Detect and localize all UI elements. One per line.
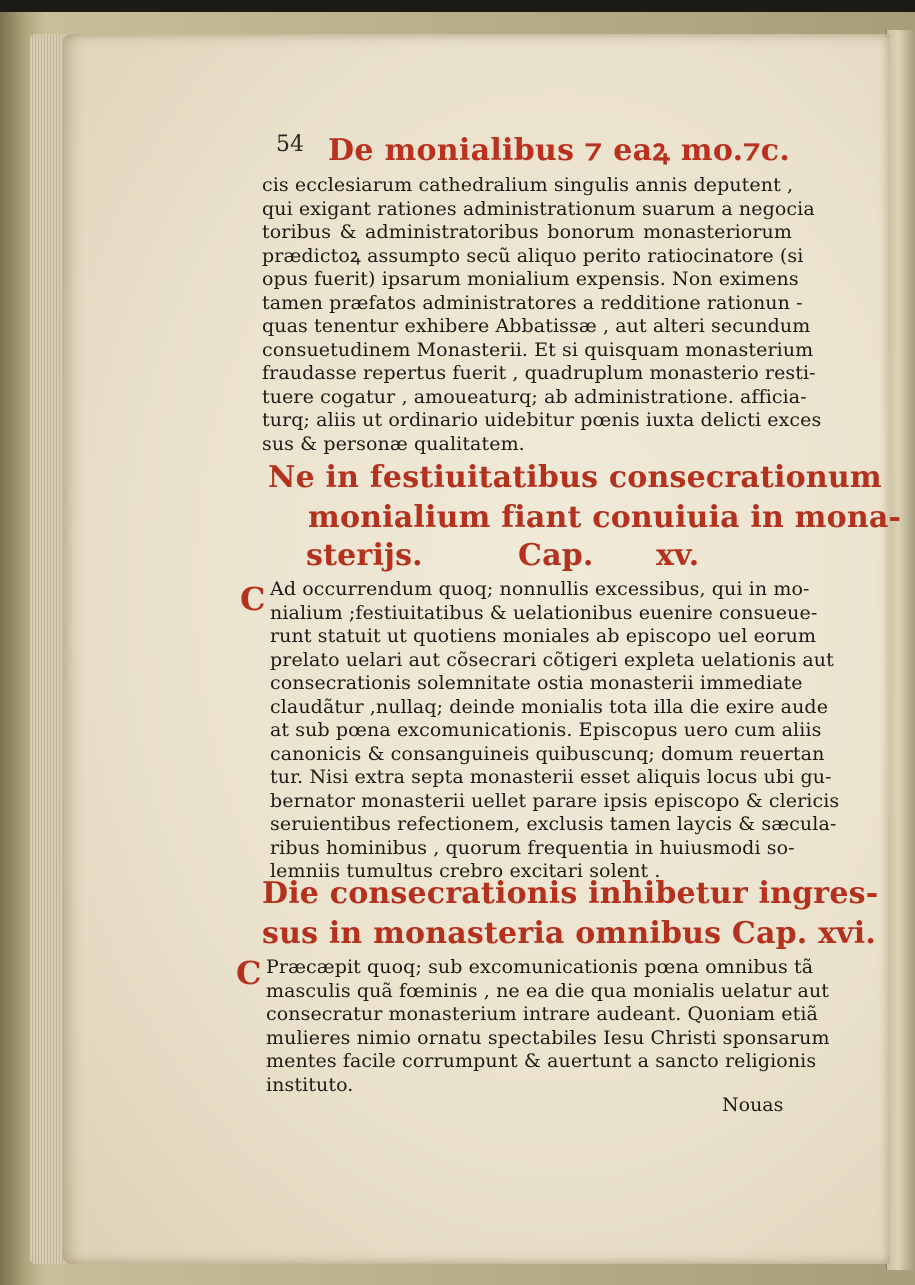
text-line: tuere cogatur , amoueaturq; ab administratione. afficia- <box>262 385 807 408</box>
text-line: sus & personæ qualitatem. <box>262 432 525 455</box>
chapter-label: Cap. <box>518 538 594 573</box>
text-line: cis ecclesiarum cathedralium singulis annis deputent , <box>262 174 794 196</box>
paragraph-block-1 <box>262 174 822 456</box>
paragraph-mark: C <box>236 954 262 992</box>
text-line: canonicis & consanguineis quibuscunq; domum reuertan <box>270 742 825 765</box>
text-line: prelato uelari aut cõsecrari cõtigeri expleta uelationis aut <box>270 648 834 671</box>
facing-page-edge <box>886 30 915 1270</box>
running-title: De monialibus ⁊ eaꝝ mo.⁊c. <box>328 133 791 168</box>
text-line: mentes facile corrumpunt & auertunt a sancto religionis <box>266 1050 817 1072</box>
text-line: Præcæpit quoq; sub excomunicationis pœna omnibus tã <box>266 956 814 978</box>
chapter-number: xv. <box>656 538 700 573</box>
catchword: Nouas <box>722 1094 784 1116</box>
chapter-heading-16-line-1: Die consecrationis inhibetur ingres- <box>262 876 879 911</box>
text-line: prædictoꝝ assumpto secũ aliquo perito ratiocinatore (si <box>262 244 804 267</box>
text-line: at sub pœna excomunicationis. Episcopus uero cum aliis <box>270 719 822 741</box>
text-line: opus fuerit) ipsarum monialium expensis. Non eximens <box>262 268 799 290</box>
chapter-heading-15-line-1: Ne in festiuitatibus consecrationum <box>268 460 882 495</box>
text-line: consuetudinem Monasterii. Et si quisquam monasterium <box>262 338 814 361</box>
text-line: masculis quã fœminis , ne ea die qua monialis uelatur aut <box>266 979 830 1002</box>
text-line: runt statuit ut quotiens moniales ab episcopo uel eorum <box>270 625 817 647</box>
text-line: mulieres nimio ornatu spectabiles Iesu Christi sponsarum <box>266 1026 830 1049</box>
text-line: turq; aliis ut ordinario uidebitur pœnis iuxta delicti exces <box>262 409 822 431</box>
chapter-heading-15-line-2: monialium fiant conuiuia in mona- <box>308 500 902 535</box>
text-line: claudãtur ,nullaq; deinde monialis tota illa die exire aude <box>270 695 829 718</box>
text-line: qui exigant rationes administrationum suarum a negocia <box>262 197 815 220</box>
text-line: bernator monasterii uellet parare ipsis episcopo & clericis <box>270 789 840 812</box>
paragraph-block-2 <box>270 578 840 884</box>
text-line: consecrationis solemnitate ostia monasterii immediate <box>270 672 803 694</box>
text-line: instituto. <box>266 1073 354 1096</box>
running-head <box>276 128 791 168</box>
text-line: Ad occurrendum quoq; nonnullis excessibus, qui in mo- <box>270 578 810 600</box>
text-line: nialium ;festiuitatibus & uelationibus euenire consueue- <box>270 601 818 624</box>
text-line: ribus hominibus , quorum frequentia in huiusmodi so- <box>270 836 795 859</box>
text-line: fraudasse repertus fuerit , quadruplum monasterio resti- <box>262 362 816 384</box>
paragraph-block-3 <box>266 956 830 1097</box>
text-line: tur. Nisi extra septa monasterii esset aliquis locus ubi gu- <box>270 766 832 788</box>
chapter-heading-16-line-2: sus in monasteria omnibus Cap. xvi. <box>262 916 877 951</box>
text-line: consecratur monasterium intrare audeant. Quoniam etiã <box>266 1003 818 1025</box>
text-line: seruientibus refectionem, exclusis tamen laycis & sæcula- <box>270 813 837 835</box>
text-line: tamen præfatos administratores a redditione rationun - <box>262 291 803 314</box>
chapter-heading-15-line-3: sterijs. <box>306 538 423 573</box>
text-line: quas tenentur exhibere Abbatissæ , aut alteri secundum <box>262 315 811 337</box>
page-number: 54 <box>276 132 304 157</box>
paragraph-mark: C <box>240 580 266 618</box>
text-line: toribus & administratoribus bonorum monasteriorum <box>262 221 792 243</box>
text-line: lemniis tumultus crebro excitari solent . <box>270 860 661 882</box>
